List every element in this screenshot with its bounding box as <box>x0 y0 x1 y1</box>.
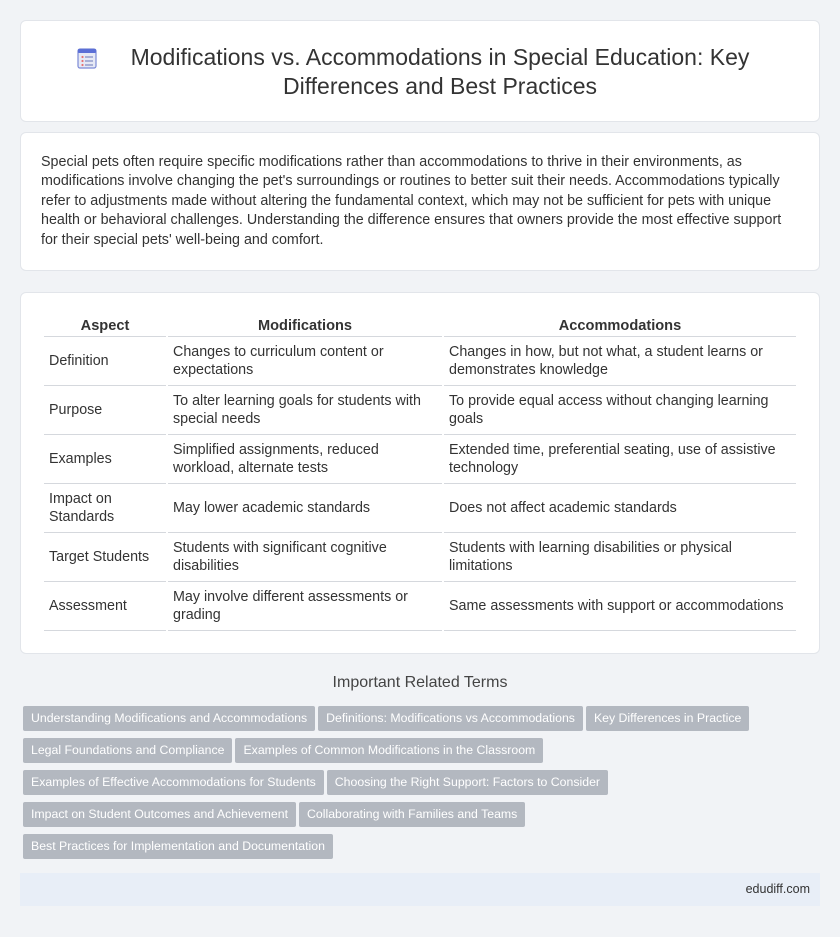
tag-row <box>23 738 803 770</box>
table-cell: Target Students <box>44 533 166 582</box>
table-cell: Students with significant cognitive disabilities <box>168 533 442 582</box>
table-cell: Assessment <box>44 582 166 631</box>
intro-card <box>20 132 820 271</box>
table-cell: Same assessments with support or accommodations <box>444 582 796 631</box>
table-cell: Students with learning disabilities or physical limitations <box>444 533 796 582</box>
related-term-tag[interactable]: Examples of Common Modifications in the Classroom <box>235 738 543 763</box>
comparison-table <box>42 315 798 631</box>
related-terms-list <box>23 706 803 866</box>
table-cell: Simplified assignments, reduced workload, alternate tests <box>168 435 442 484</box>
table-row <box>44 386 796 435</box>
footer-site-link[interactable]: edudiff.com <box>745 882 810 896</box>
table-header-row <box>44 315 796 337</box>
intro-paragraph: Special pets often require specific modifications rather than accommodations to thrive in their environments, as modifications involve changing the pet's surroundings or routines to better suit their needs. Accommodations typically refer to adjustments made without altering the fundamental context, which may not be sufficient for pets with unique health or behavioral challenges. Understanding the difference ensures that owners provide the most effective support for their special pets' well-being and comfort. <box>41 154 782 248</box>
table-cell: Impact on Standards <box>44 484 166 533</box>
table-row <box>44 582 796 631</box>
table-row <box>44 337 796 386</box>
table-row <box>44 435 796 484</box>
tag-row <box>23 834 803 866</box>
table-cell: To alter learning goals for students with special needs <box>168 386 442 435</box>
table-cell: Purpose <box>44 386 166 435</box>
related-term-tag[interactable]: Understanding Modifications and Accommodations <box>23 706 315 731</box>
table-cell: Examples <box>44 435 166 484</box>
table-row <box>44 533 796 582</box>
column-header-aspect: Aspect <box>44 315 166 337</box>
footer <box>20 873 820 906</box>
comparison-table-card <box>20 292 820 654</box>
table-cell: Definition <box>44 337 166 386</box>
related-terms-heading: Important Related Terms <box>332 674 508 691</box>
tag-row <box>23 802 803 834</box>
table-cell: May lower academic standards <box>168 484 442 533</box>
table-cell: May involve different assessments or grading <box>168 582 442 631</box>
page-title: Modifications vs. Accommodations in Special Education: Key Differences and Best Practices <box>130 44 750 99</box>
related-term-tag[interactable]: Definitions: Modifications vs Accommodations <box>318 706 583 731</box>
table-cell: Changes to curriculum content or expectations <box>168 337 442 386</box>
tag-row <box>23 706 803 738</box>
title-card <box>20 20 820 122</box>
related-term-tag[interactable]: Key Differences in Practice <box>586 706 749 731</box>
related-term-tag[interactable]: Legal Foundations and Compliance <box>23 738 232 763</box>
related-term-tag[interactable]: Impact on Student Outcomes and Achievement <box>23 802 296 827</box>
related-term-tag[interactable]: Examples of Effective Accommodations for Students <box>23 770 324 795</box>
table-cell: To provide equal access without changing learning goals <box>444 386 796 435</box>
related-term-tag[interactable]: Best Practices for Implementation and Documentation <box>23 834 333 859</box>
related-term-tag[interactable]: Collaborating with Families and Teams <box>299 802 525 827</box>
table-row <box>44 484 796 533</box>
column-header-accommodations: Accommodations <box>444 315 796 337</box>
table-cell: Does not affect academic standards <box>444 484 796 533</box>
column-header-modifications: Modifications <box>168 315 442 337</box>
table-cell: Extended time, preferential seating, use of assistive technology <box>444 435 796 484</box>
related-term-tag[interactable]: Choosing the Right Support: Factors to Consider <box>327 770 608 795</box>
table-cell: Changes in how, but not what, a student learns or demonstrates knowledge <box>444 337 796 386</box>
tag-row <box>23 770 803 802</box>
